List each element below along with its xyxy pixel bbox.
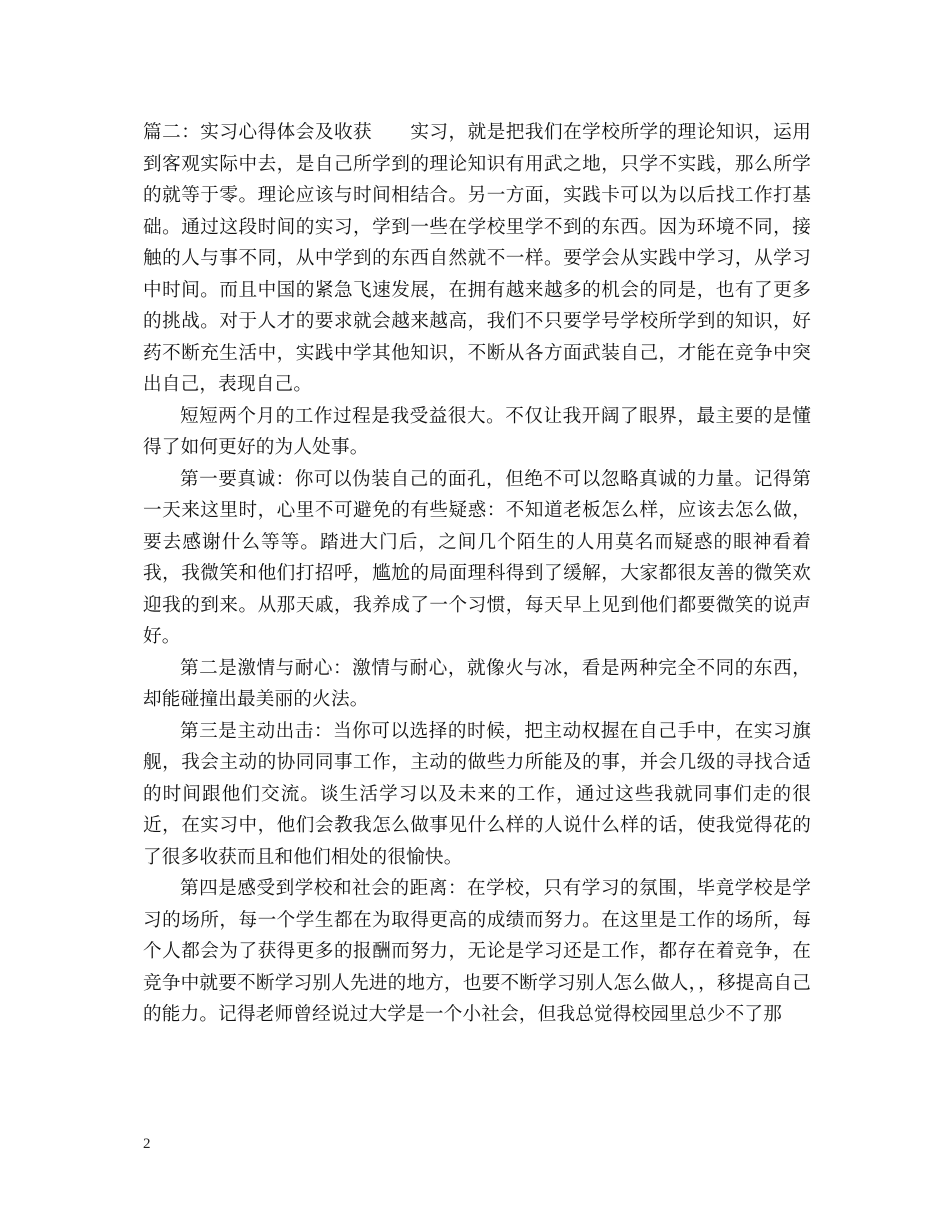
paragraph-4: 第二是激情与耐心：激情与耐心，就像火与冰，看是两种完全不同的东西，却能碰撞出最美丽的火法。	[143, 657, 811, 710]
paragraph-5: 第三是主动出击：当你可以选择的时候，把主动权握在自己手中，在实习旗舰，我会主动的协同同事工作，主动的做些力所能及的事，并会几级的寻找合适的时间跟他们交流。谈生活学习以及未来的工作，通过这些我就同事们走的很近，在实习中，他们会教我怎么做事见什么样的人说什么样的话，使我觉得花的了很多收获而且和他们相处的很愉快。	[143, 720, 811, 868]
paragraph-2: 短短两个月的工作过程是我受益很大。不仅让我开阔了眼界，最主要的是懂得了如何更好的为人处事。	[143, 405, 811, 458]
page-number: 2	[143, 1136, 151, 1152]
paragraph-3: 第一要真诚：你可以伪装自己的面孔，但绝不可以忽略真诚的力量。记得第一天来这里时，心里不可避免的有些疑惑：不知道老板怎么样，应该去怎么做，要去感谢什么等等。踏进大门后，之间几个陌生的人用莫名而疑惑的眼神看着我，我微笑和他们打招呼，尴尬的局面理科得到了缓解，大家都很友善的微笑欢迎我的到来。从那天戚，我养成了一个习惯，每天早上见到他们都要微笑的说声好。	[143, 468, 811, 647]
paragraph-6: 第四是感受到学校和社会的距离：在学校，只有学习的氛围，毕竟学校是学习的场所，每一个学生都在为取得更高的成绩而努力。在这里是工作的场所，每个人都会为了获得更多的报酬而努力，无论是学习还是工作，都存在着竞争，在竞争中就要不断学习别人先进的地方，也要不断学习别人怎么做人，，移提高自己的能力。记得老师曾经说过大学是一个小社会，但我总觉得校园里总少不了那	[143, 878, 811, 1025]
document-body	[143, 117, 811, 1031]
paragraph-1: 篇二：实习心得体会及收获 实习，就是把我们在学校所学的理论知识，运用到客观实际中去，是自己所学到的理论知识有用武之地，只学不实践，那么所学的就等于零。理论应该与时间相结合。另一方面，实践卡可以为以后找工作打基础。通过这段时间的实习，学到一些在学校里学不到的东西。因为环境不同，接触的人与事不同，从中学到的东西自然就不一样。要学会从实践中学习，从学习中时间。而且中国的紧急飞速发展，在拥有越来越多的机会的同是，也有了更多的挑战。对于人才的要求就会越来越高，我们不只要学号学校所学到的知识，好药不断充生活中，实践中学其他知识，不断从各方面武装自己，才能在竞争中突出自己，表现自己。	[143, 122, 811, 395]
